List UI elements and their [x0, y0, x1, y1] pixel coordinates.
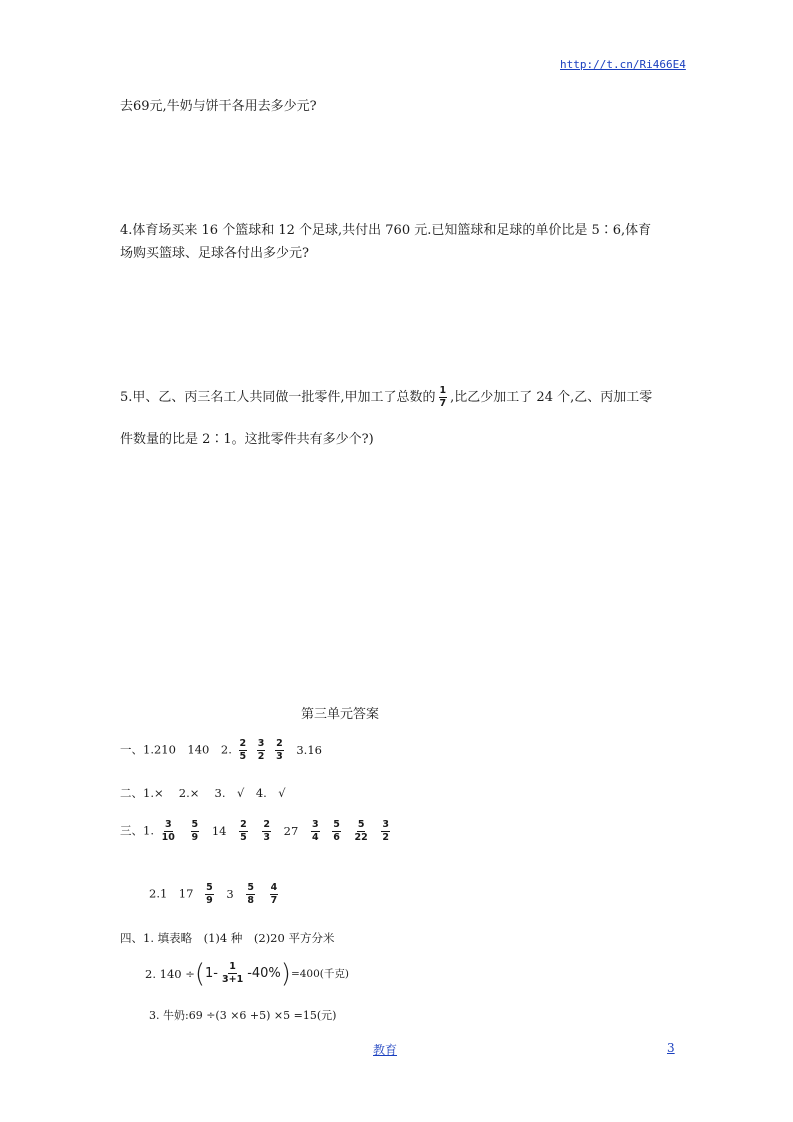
answer-section-2: 二、1.× 2.× 3. √ 4. √: [120, 786, 286, 800]
open-paren-icon: (: [194, 958, 206, 989]
close-paren-icon: ): [280, 958, 291, 989]
fraction: $\frac{2}{5}$: [240, 819, 247, 843]
fraction: $\frac{3}{10}$: [161, 819, 175, 843]
fraction: $\frac{3}{4}$: [311, 819, 319, 843]
answer-s4-2-percent: -40%: [247, 965, 281, 981]
footer-center-link[interactable]: 教育: [373, 1043, 398, 1057]
fraction: $\frac{3}{2}$: [382, 819, 390, 843]
answer-s3b-lead: 2.1 17: [149, 886, 194, 901]
fraction: $\frac{5}{9}$: [191, 819, 199, 843]
answer-s3b-mid: 3: [226, 886, 234, 901]
answer-section-3-part-2: [149, 883, 281, 906]
fraction: $\frac{2}{3}$: [263, 819, 271, 843]
answers-title: 第三单元答案: [301, 707, 380, 722]
fraction: $\frac{4}{7}$: [270, 882, 278, 906]
fraction: $\frac{2}{5}$: [239, 738, 247, 762]
answer-s4-2-lead: 2. 140 ÷: [145, 966, 195, 981]
fraction: $\frac{3}{2}$: [257, 738, 265, 762]
answer-s4-2-tail: =400(千克): [290, 967, 349, 980]
answer-s1-lead: 一、1.210 140 2.: [120, 742, 232, 757]
answer-section-1: [120, 739, 322, 762]
fraction: $\frac{1}{7}$: [439, 385, 447, 409]
problem-5-text-pre: 5.甲、乙、丙三名工人共同做一批零件,甲加工了总数的: [120, 390, 436, 405]
problem-4-line-1: 4.体育场买来 16 个篮球和 12 个足球,共付出 760 元.已知篮球和足球的单价比是 5∶6,体育: [120, 223, 652, 238]
fraction: $\frac{2}{3}$: [276, 738, 283, 762]
fraction: $\frac{5}{8}$: [247, 882, 254, 906]
fraction: $\frac{5}{9}$: [206, 882, 213, 906]
answer-s3-lead: 三、1.: [120, 823, 154, 838]
answer-section-4-item-3: 3. 牛奶:69 ÷(3 ×6 +5) ×5 =15(元): [149, 1009, 337, 1022]
problem-5-line-1: [120, 386, 652, 409]
answer-s1-tail: 3.16: [296, 742, 322, 757]
answer-section-3: [120, 820, 393, 843]
answer-s4-2-one: 1-: [205, 965, 218, 981]
problem-4-line-2: 场购买篮球、足球各付出多少元?: [120, 246, 309, 261]
answer-s3-mid1: 14: [211, 823, 227, 838]
problem-3-tail: 去69元,牛奶与饼干各用去多少元?: [120, 99, 317, 114]
answer-s3-mid2: 27: [283, 823, 299, 838]
header-url-link[interactable]: http://t.cn/Ri466E4: [560, 58, 686, 71]
problem-5-text-post: ,比乙少加工了 24 个,乙、丙加工零: [450, 390, 653, 405]
answer-section-4: 四、1. 填表略 (1)4 种 (2)20 平方分米: [120, 931, 335, 945]
fraction: $\frac{5}{22}$: [354, 819, 368, 843]
page-number: 3: [667, 1041, 675, 1055]
problem-5-line-2: 件数量的比是 2∶1。这批零件共有多少个?): [120, 432, 374, 447]
answer-section-4-item-2: [145, 958, 349, 989]
fraction: $\frac{1}{3+1}$: [222, 961, 244, 985]
fraction: $\frac{5}{6}$: [333, 819, 340, 843]
